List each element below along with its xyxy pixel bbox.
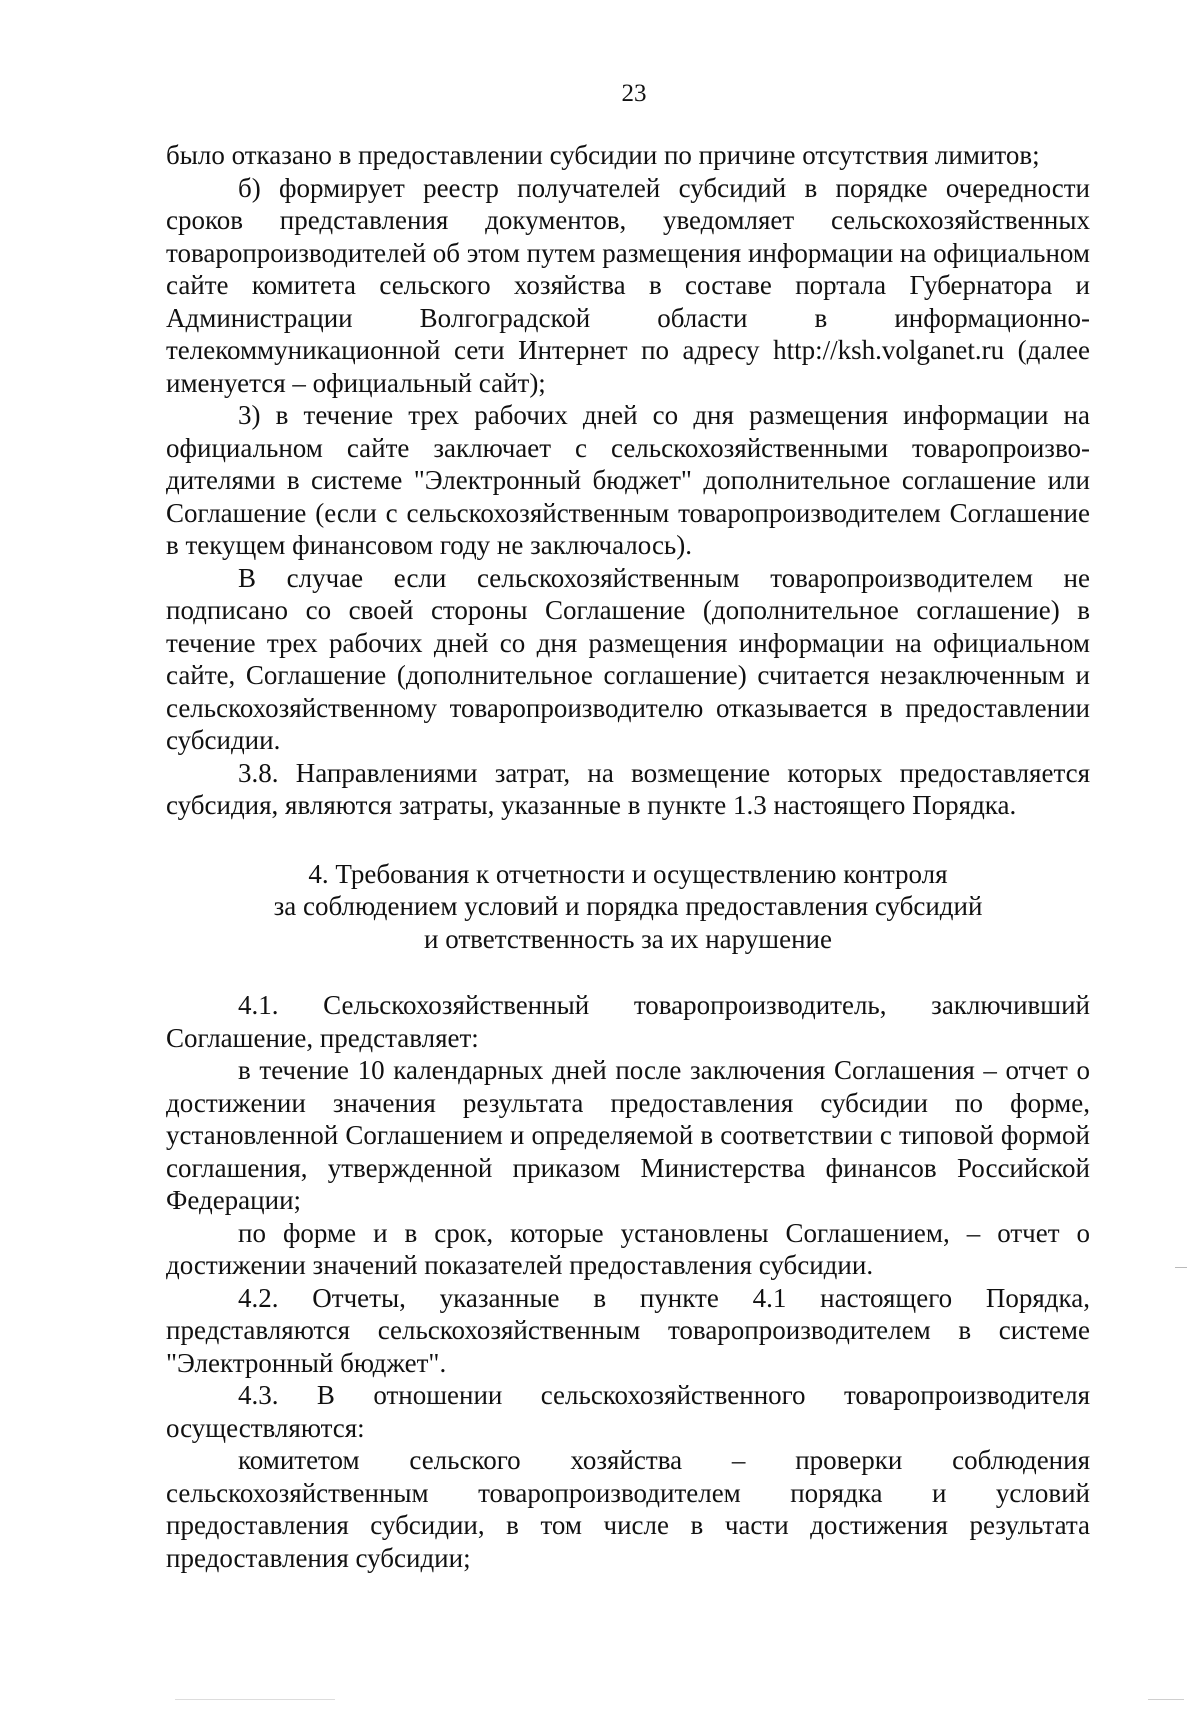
paragraph-report-indicators: по форме и в срок, которые установлены Соглашением, – отчет о достижении значений показателей предоставления субсидии.	[166, 1217, 1090, 1280]
paragraph-continuation: было отказано в предоставлении субсидии по причине отсутствия лимитов;	[166, 140, 1040, 170]
scan-artifact	[1148, 1699, 1184, 1700]
section-heading-line: за соблюдением условий и порядка предоставления субсидий	[273, 891, 983, 921]
paragraph-report-10-days: в течение 10 календарных дней после заключения Соглашения – отчет о достижении значения результата предоставления субсидии по форме, установленной Соглашением и определяемой в соответствии с типовой формой соглашения, утвержденной приказом Министерства финансов Российской Федерации;	[166, 1055, 1090, 1215]
paragraph-unsigned-agreement: В случае если сельскохозяйственным товаропроизводителем не подписано со своей стороны Соглашение (дополнительное соглашение) в течение трех рабочих дней со дня размещения информации на официальном сайте, Соглашение (дополнительное соглашение) считается незаключенным и сельскохозяйственному товаропроизводителю отказывается в предоставлении субсидии.	[166, 562, 1090, 755]
paragraph-item-3: 3) в течение трех рабочих дней со дня размещения информации на официальном сайте заключает с сельскохозяйственными товаропроизво-дителями в системе "Электронный бюджет" дополнительное соглашение или Соглашение (если с сельскохозяйственным товаропроизводителем Соглашение в текущем финансовом году не заключалось).	[166, 400, 1090, 560]
scan-artifact	[1175, 1267, 1187, 1268]
spacer	[166, 955, 1090, 989]
document-body	[166, 139, 1090, 1574]
spacer	[166, 822, 1090, 858]
paragraph-4-3: 4.3. В отношении сельскохозяйственного товаропроизводителя осуществляются:	[166, 1380, 1090, 1443]
section-heading-line: и ответственность за их нарушение	[424, 923, 832, 954]
page-number: 23	[621, 80, 647, 107]
paragraph-3-8: 3.8. Направлениями затрат, на возмещение которых предоставляется субсидия, являются затраты, указанные в пункте 1.3 настоящего Порядка.	[166, 757, 1090, 820]
scan-artifact	[175, 1699, 335, 1700]
section-heading-line: 4. Требования к отчетности и осуществлению контроля	[308, 858, 948, 889]
section-heading	[166, 858, 1090, 956]
paragraph-item-b: б) формирует реестр получателей субсидий в порядке очередности сроков представления документов, уведомляет сельскохозяйственных товаропроизводителей об этом путем размещения информации на официальном сайте комитета сельского хозяйства в составе портала Губернатора и Администрации Волгоградской области в информационно-телекоммуникационной сети Интернет по адресу http://ksh.volganet.ru (далее именуется – официальный сайт);	[166, 172, 1090, 398]
paragraph-committee-checks: комитетом сельского хозяйства – проверки соблюдения сельскохозяйственным товаропроизводителем порядка и условий предоставления субсидии, в том числе в части достижения результата предоставления субсидии;	[166, 1445, 1090, 1573]
paragraph-4-1: 4.1. Сельскохозяйственный товаропроизводитель, заключивший Соглашение, представляет:	[166, 990, 1090, 1053]
paragraph-4-2: 4.2. Отчеты, указанные в пункте 4.1 настоящего Порядка, представляются сельскохозяйственным товаропроизводителем в системе "Электронный бюджет".	[166, 1282, 1090, 1378]
